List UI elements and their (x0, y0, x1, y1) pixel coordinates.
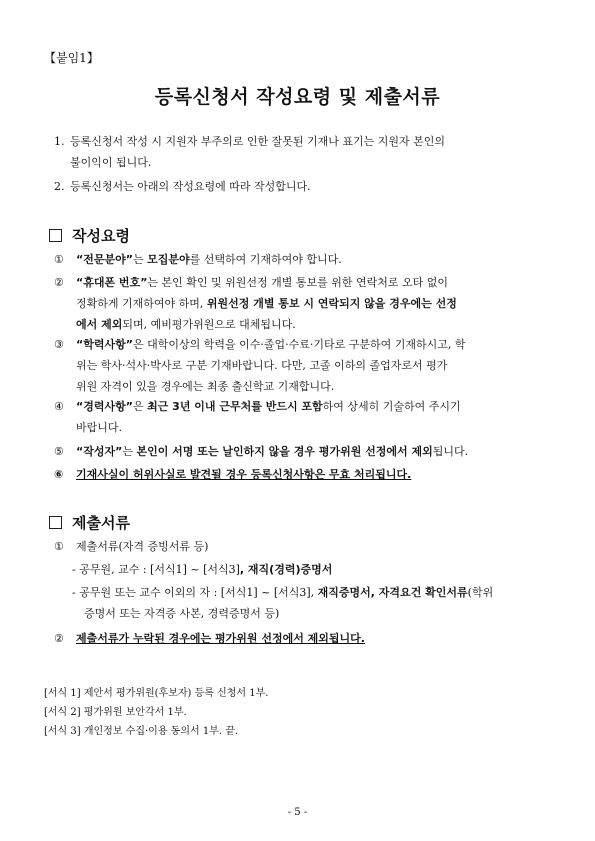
section-heading-text: 작성요령 (72, 227, 130, 245)
section-heading-text: 제출서류 (72, 514, 130, 532)
item-emphasis: 에서 제외 (76, 318, 123, 331)
page-title: 등록신청서 작성요령 및 제출서류 (154, 86, 441, 108)
item-text: 증명서 또는 자격증 사본, 경력증명서 등) (84, 607, 280, 620)
item-text: 공무원, 교수 : [서식1] ~ [서식3] (79, 563, 240, 576)
item-emphasis: 모집분야 (147, 253, 190, 266)
item-emphasis: 재직증명서, 자격요건 확인서류 (317, 586, 468, 599)
item-text: 은 (132, 400, 148, 413)
item-emphasis: 최근 3년 이내 근무처를 반드시 포함 (147, 400, 323, 413)
intro-text-continued: 불이익이 됩니다. (70, 156, 152, 169)
item-text: 위는 학사·석사·박사로 구분 기재바랍니다. 다만, 고졸 이하의 졸업자로서 평가 (76, 359, 448, 372)
guide-item-2 (54, 272, 554, 335)
item-text: 는 (122, 445, 137, 458)
item-text: 를 선택하여 기재하여야 합니다. (189, 253, 342, 266)
item-keyword: “전문분야” (76, 253, 133, 266)
item-marker: ① (54, 253, 64, 266)
item-text: 위원 자격이 있을 경우에는 최종 출신학교 기재합니다. (76, 380, 335, 393)
item-text: 되며, 예비평가위원으로 대체됩니다. (122, 318, 296, 331)
page-number: - 5 - (287, 807, 308, 818)
item-keyword: “작성자” (76, 445, 123, 458)
item-text: 은 대학이상의 학력을 이수·졸업·수료·기타로 구분하여 기재하시고, 학 (132, 338, 466, 351)
guide-item-5 (54, 441, 554, 462)
item-text: 바랍니다. (76, 421, 123, 434)
item-emphasis: 위원선정 개별 통보 시 연락되지 않을 경우에는 선정 (206, 297, 457, 310)
submission-item-2 (54, 628, 554, 649)
guide-item-3 (54, 334, 554, 397)
item-marker: ② (54, 276, 64, 289)
item-marker: ③ (54, 338, 64, 351)
item-text: 는 본인 확인 및 위원선정 개별 통보를 위한 연락처로 오타 없이 (147, 276, 449, 289)
submission-item-1 (54, 536, 554, 557)
item-marker: ⑤ (54, 445, 64, 458)
intro-number: 2. (54, 180, 65, 193)
guide-item-1 (54, 249, 554, 270)
item-emphasis: 본인이 서명 또는 날인하지 않을 경우 평가위원 선정에서 제외 (136, 445, 433, 458)
item-emphasis: , 재직(경력)증명서 (239, 563, 333, 576)
annex-label: 【붙임1】 (44, 51, 99, 65)
checkbox-square-icon (49, 229, 62, 242)
section-heading-writing-guide (49, 225, 130, 246)
item-text: 는 (132, 253, 148, 266)
item-keyword: “경력사항” (76, 400, 133, 413)
guide-item-4 (54, 396, 554, 438)
dash-marker: - (72, 586, 76, 599)
checkbox-square-icon (49, 516, 62, 529)
intro-number: 1. (54, 135, 65, 148)
item-marker: ② (54, 632, 64, 645)
item-text: 됩니다. (432, 445, 469, 458)
item-emphasis: 기재사실이 허위사실로 발견될 경우 등록신청사항은 무효 처리됩니다. (76, 468, 412, 481)
item-keyword: “휴대폰 번호” (76, 276, 148, 289)
item-text: 하여 상세히 기술하여 주시기 (322, 400, 461, 413)
section-heading-submission (49, 512, 130, 533)
item-text: 제출서류(자격 증빙서류 등) (76, 540, 209, 553)
item-text: 공무원 또는 교수 이외의 자 : [서식1] ~ [서식3], (79, 586, 318, 599)
item-marker: ① (54, 540, 64, 553)
intro-text: 등록신청서는 아래의 작성요령에 따라 작성합니다. (70, 180, 311, 193)
form-line-1: [서식 1] 제안서 평가위원(후보자) 등록 신청서 1부. (44, 688, 269, 699)
item-marker: ⑥ (54, 468, 64, 481)
item-text: (학위 (467, 586, 494, 599)
item-keyword: “학력사항” (76, 338, 133, 351)
item-text: 정확하게 기재하여야 하며, (76, 297, 207, 310)
form-line-3: [서식 3] 개인정보 수집·이용 동의서 1부. 끝. (44, 726, 239, 737)
intro-item-2 (54, 176, 554, 197)
dash-marker: - (72, 563, 76, 576)
form-line-2: [서식 2] 평가위원 보안각서 1부. (44, 707, 187, 718)
intro-text: 등록신청서 작성 시 지원자 부주의로 인한 잘못된 기재나 표기는 지원자 본인의 (70, 135, 445, 148)
item-marker: ④ (54, 400, 64, 413)
forms-list (44, 684, 554, 741)
submission-sub-item-1 (72, 559, 552, 580)
intro-item-1 (54, 131, 554, 173)
submission-sub-item-2 (72, 582, 552, 624)
item-emphasis: 제출서류가 누락된 경우에는 평가위원 선정에서 제외됩니다. (76, 632, 365, 645)
guide-item-6 (54, 464, 554, 485)
